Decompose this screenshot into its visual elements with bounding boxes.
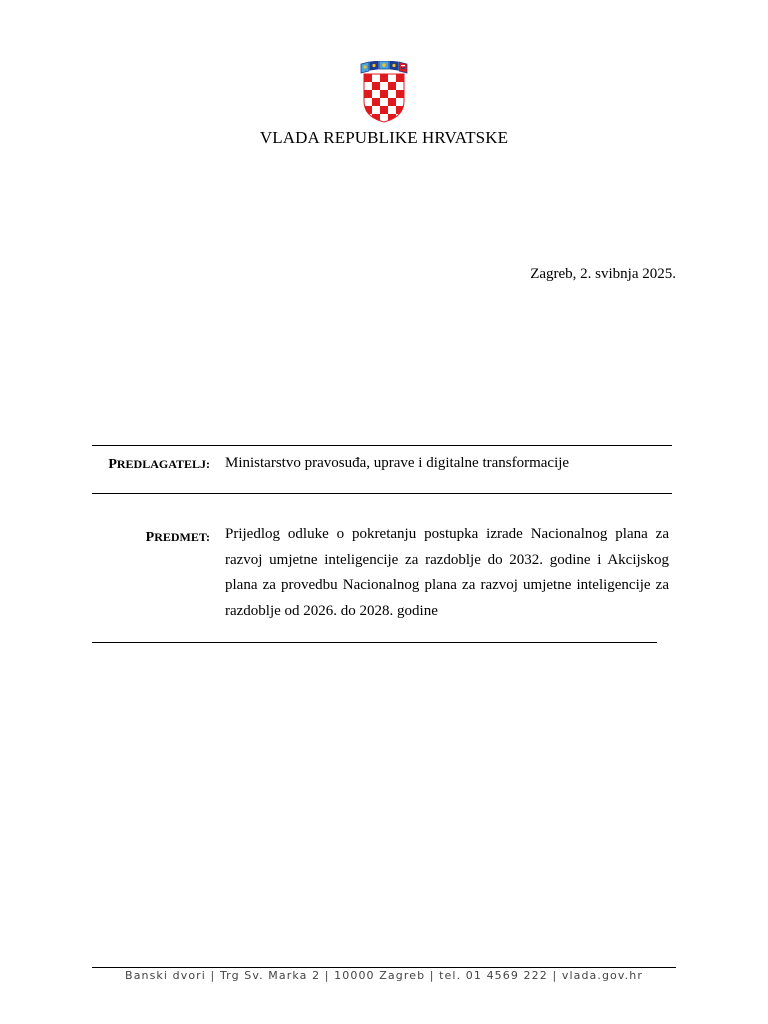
government-title: VLADA REPUBLIKE HRVATSKE: [259, 128, 509, 147]
divider-middle: [92, 493, 672, 494]
date-line: Zagreb, 2. svibnja 2025.: [530, 266, 676, 282]
subject-label-initial: P: [145, 530, 155, 545]
subject-value: Prijedlog odluke o pokretanju postupka izrade Nacionalnog plana za razvoj umjetne inteligencije za razdoblje do 2032. godine i Akcijskog plana za provedbu Nacionalnog plana za razvoj umjetne inteligencije za razdoblje od 2026. do 2028. godine: [225, 526, 669, 619]
proposer-value: Ministarstvo pravosuđa, uprave i digitalne transformacije: [225, 455, 570, 471]
croatian-coat-of-arms-icon: [359, 61, 409, 123]
divider-top: [92, 445, 672, 446]
proposer-label-initial: P: [108, 457, 117, 472]
footer-divider: [92, 967, 676, 968]
divider-bottom: [92, 642, 657, 643]
proposer-label-rest: REDLAGATELJ:: [116, 457, 210, 471]
subject-label: [0, 530, 210, 546]
proposer-label: [0, 457, 210, 473]
footer-address: Banski dvori | Trg Sv. Marka 2 | 10000 Zagreb | tel. 01 4569 222 | vlada.gov.hr: [125, 969, 643, 982]
subject-label-rest: REDMET:: [154, 530, 210, 544]
